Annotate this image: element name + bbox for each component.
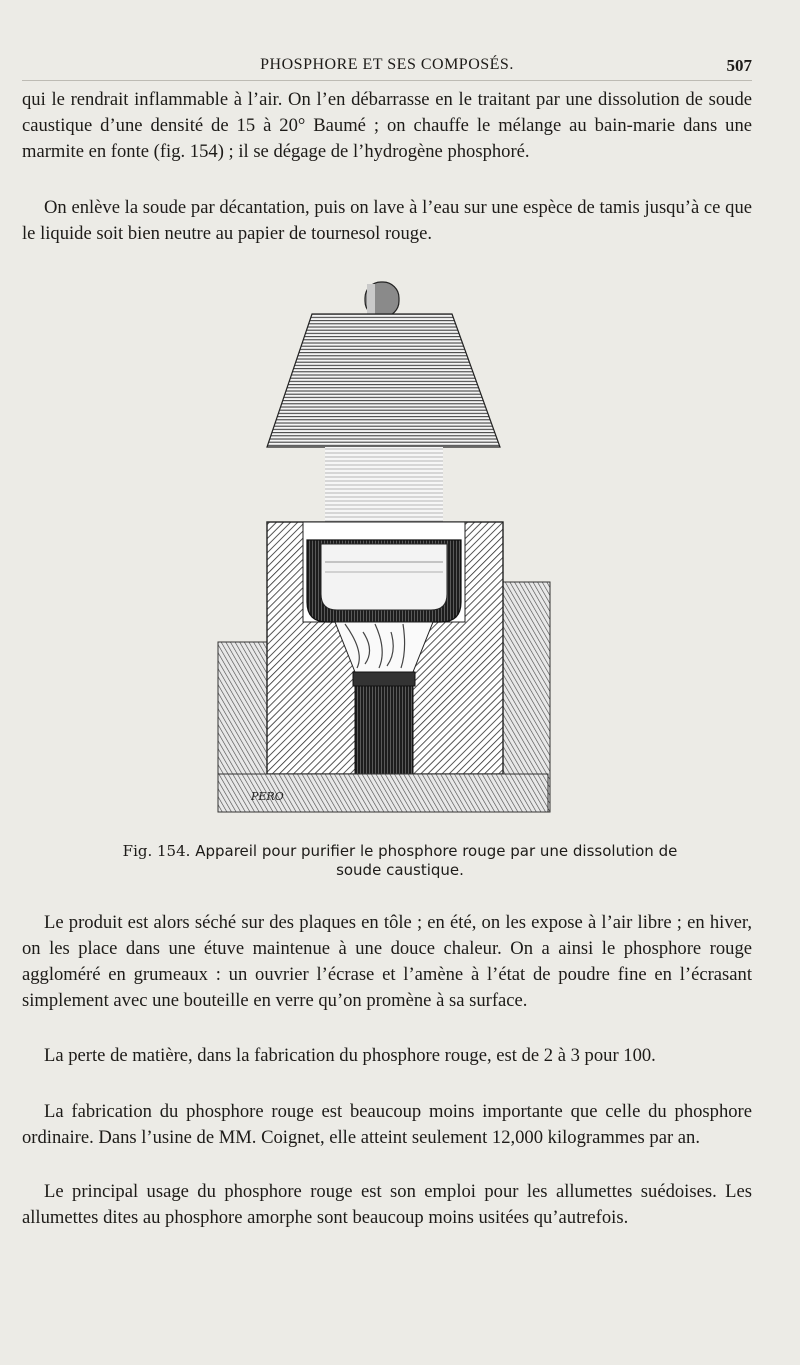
paragraph-3: Le produit est alors séché sur des plaques en tôle ; en été, on les expose à l’air libre ; en hiver, on les place dans une étuve maintenue à une douce chaleur. On a ainsi le phosphore rouge aggloméré en grumeaux : un ouvrier l’écrase et l’amène à l’état de poudre fine en l’écrasant simplement avec une bouteille en verre qu’on promène à sa surface.	[22, 912, 752, 1011]
paragraph-1: qui le rendrait inflammable à l’air. On l’en débarrasse en le traitant par une dissolution de soude caustique d’une densité de 15 à 20° Baumé ; on chauffe le mélange au bain-marie dans une marmite en fonte (fig. 154) ; il se dégage de l’hydrogène phosphoré.	[22, 89, 752, 162]
page-header	[22, 56, 752, 80]
paragraph-2: On enlève la soude par décantation, puis on lave à l’eau sur une espèce de tamis jusqu’à ce que le liquide soit bien neutre au papier de tournesol rouge.	[22, 197, 752, 244]
running-title: PHOSPHORE ET SES COMPOSÉS.	[260, 56, 514, 73]
caption-text: Appareil pour purifier le phosphore rouge par une dissolution de soude caustique.	[195, 842, 678, 879]
paragraph-4: La perte de matière, dans la fabrication du phosphore rouge, est de 2 à 3 pour 100.	[44, 1045, 656, 1066]
apparatus-illustration	[215, 272, 555, 817]
figure-caption	[100, 842, 700, 880]
paragraph-5: La fabrication du phosphore rouge est beaucoup moins importante que celle du phosphore ordinaire. Dans l’usine de MM. Coignet, elle atteint seulement 12,000 kilogrammes par an.	[22, 1101, 752, 1148]
page-number: 507	[726, 56, 752, 75]
caption-label: Fig. 154.	[122, 842, 191, 860]
paragraph-6: Le principal usage du phosphore rouge est son emploi pour les allumettes suédoises. Les allumettes dites au phosphore amorphe sont beaucoup moins usitées qu’autrefois.	[22, 1181, 752, 1228]
header-rule	[22, 80, 752, 81]
engraver-signature: PERO	[251, 790, 284, 803]
